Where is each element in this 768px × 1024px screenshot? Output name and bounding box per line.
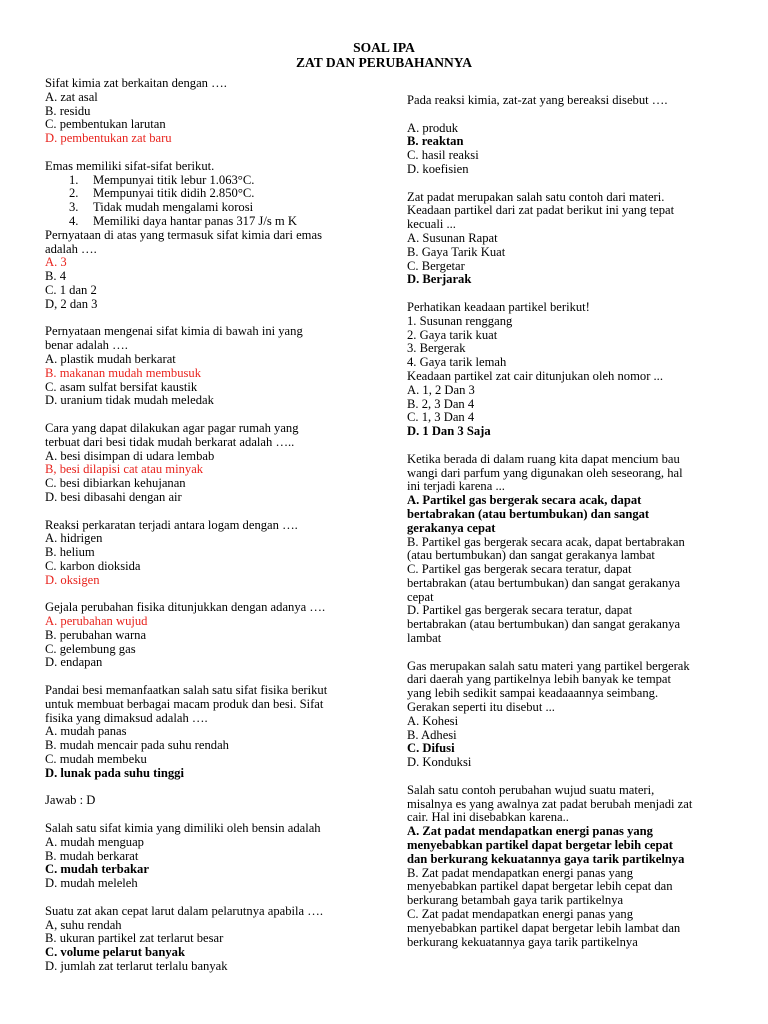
question-text: Gerakan seperti itu disebut ... [407, 700, 555, 715]
item-number: 1. [69, 172, 79, 187]
question-text: 4. Gaya tarik lemah [407, 355, 507, 370]
answer-option: A. mudah panas [45, 724, 127, 739]
answer-option: D. lunak pada suhu tinggi [45, 765, 184, 780]
answer-option: C. mudah terbakar [45, 862, 149, 877]
item-text: Tidak mudah mengalami korosi [93, 200, 254, 215]
answer-option: lambat [407, 631, 442, 646]
question-text: Ketika berada di dalam ruang kita dapat mencium bau [407, 451, 680, 466]
answer-option: B. mudah berkarat [45, 848, 139, 863]
answer-option: A. Partikel gas bergerak secara acak, dapat [407, 493, 642, 508]
answer-option: A. zat asal [45, 89, 98, 104]
question-block [407, 94, 719, 177]
answer-option: C. pembentukan larutan [45, 117, 166, 132]
answer-option: bertabrakan (atau bertumbukan) dan sangat [407, 506, 650, 521]
answer-option: C. 1 dan 2 [45, 282, 97, 297]
question-block [45, 77, 381, 146]
question-block [407, 784, 719, 950]
answer-option: B. perubahan warna [45, 627, 147, 642]
question-text: Keadaan partikel dari zat padat berikut ini yang tepat [407, 203, 675, 218]
question-text: terbuat dari besi tidak mudah berkarat adalah ….. [45, 434, 295, 449]
answer-option: bertabrakan (atau bertumbukan) dan sangat gerakanya [407, 617, 681, 632]
answer-option: D. pembentukan zat baru [45, 131, 172, 146]
answer-option: D, 2 dan 3 [45, 296, 98, 311]
answer-option: D. 1 Dan 3 Saja [407, 424, 491, 439]
question-text: ini terjadi karena ... [407, 479, 505, 494]
answer-option: bertabrakan (atau bertumbukan) dan sangat gerakanya [407, 575, 681, 590]
question-text: Pandai besi memanfaatkan salah satu sifat fisika berikut [45, 683, 328, 698]
answer-option: A. besi disimpan di udara lembab [45, 448, 215, 463]
question-text: dari daerah yang partikelnya lebih banyak ke tempat [407, 672, 672, 687]
answer-option: C. volume pelarut banyak [45, 945, 185, 960]
question-text: Jawab : D [45, 793, 96, 808]
question-text: Pernyataan mengenai sifat kimia di bawah ini yang [45, 324, 303, 339]
question-block [45, 822, 381, 891]
answer-option: menyebabkan partikel dapat bergetar lebih cepat [407, 838, 673, 853]
answer-option: C. mudah membeku [45, 752, 147, 767]
question-block [45, 422, 381, 505]
answer-option: D. besi dibasahi dengan air [45, 489, 182, 504]
question-text: Emas memiliki sifat-sifat berikut. [45, 158, 215, 173]
answer-option: B. 4 [45, 269, 66, 284]
answer-option: A. Kohesi [407, 713, 459, 728]
numbered-item [45, 174, 381, 188]
numbered-item [45, 187, 381, 201]
item-number: 3. [69, 200, 79, 215]
question-block [407, 453, 719, 646]
question-text: Gas merupakan salah satu materi yang partikel bergerak [407, 658, 690, 673]
answer-option: A, suhu rendah [45, 917, 122, 932]
question-text: Zat padat merupakan salah satu contoh dari materi. [407, 189, 665, 204]
answer-option: B. reaktan [407, 134, 464, 149]
answer-option: B. mudah mencair pada suhu rendah [45, 738, 229, 753]
question-text: Perhatikan keadaan partikel berikut! [407, 299, 590, 314]
answer-option: menyebabkan partikel dapat bergetar lebih cepat dan [407, 879, 673, 894]
question-text: kecuali ... [407, 217, 456, 232]
answer-option: gerakanya cepat [407, 520, 496, 535]
question-text: Pada reaksi kimia, zat-zat yang bereaksi disebut …. [407, 93, 668, 107]
answer-option: D. uranium tidak mudah meledak [45, 393, 214, 408]
item-number: 4. [69, 213, 79, 228]
question-block [45, 325, 381, 408]
answer-option: cepat [407, 589, 434, 604]
answer-option: D. Konduksi [407, 755, 472, 770]
answer-option: D. jumlah zat terlarut terlalu banyak [45, 959, 228, 973]
question-text: Reaksi perkaratan terjadi antara logam dengan …. [45, 517, 298, 532]
answer-option: C. karbon dioksida [45, 558, 141, 573]
question-text: yang lebih sedikit sampai keadaaannya seimbang. [407, 686, 659, 701]
answer-option: C. hasil reaksi [407, 148, 479, 163]
answer-option: D. Berjarak [407, 272, 472, 287]
question-block [45, 160, 381, 312]
answer-option: A. perubahan wujud [45, 614, 148, 629]
question-text: Suatu zat akan cepat larut dalam pelarutnya apabila …. [45, 903, 323, 918]
page-subtitle: ZAT DAN PERUBAHANNYA [295, 55, 473, 70]
answer-option: A. hidrigen [45, 531, 103, 546]
numbered-item [45, 215, 381, 229]
question-text: Gejala perubahan fisika ditunjukkan dengan adanya …. [45, 600, 326, 615]
answer-option: A. 1, 2 Dan 3 [407, 382, 475, 397]
answer-option: dan berkurang kekuatannya gaya tarik partikelnya [407, 851, 685, 866]
question-block [45, 684, 381, 781]
answer-option: C. 1, 3 Dan 4 [407, 410, 475, 425]
spacer [407, 108, 719, 122]
question-text: Keadaan partikel zat cair ditunjukan oleh nomor ... [407, 368, 663, 383]
item-text: Memiliki daya hantar panas 317 J/s m K [93, 213, 297, 228]
answer-option: A. mudah menguap [45, 834, 144, 849]
answer-option: berkurang kekuatannya gaya tarik partikelnya [407, 934, 638, 949]
answer-option: D. endapan [45, 655, 103, 670]
answer-option: B. 2, 3 Dan 4 [407, 396, 475, 411]
question-text: Cara yang dapat dilakukan agar pagar rumah yang [45, 420, 299, 435]
question-text: Salah satu sifat kimia yang dimiliki oleh bensin adalah [45, 821, 321, 836]
answer-option: B, besi dilapisi cat atau minyak [45, 462, 204, 477]
answer-option: A. Zat padat mendapatkan energi panas yang [407, 824, 653, 839]
answer-option: C. besi dibiarkan kehujanan [45, 476, 186, 491]
question-text: Pernyataan di atas yang termasuk sifat kimia dari emas [45, 227, 322, 242]
question-block [407, 660, 719, 770]
document-header [0, 40, 768, 70]
question-text: adalah …. [45, 241, 97, 256]
answer-option: C. Difusi [407, 741, 455, 756]
question-text: 3. Bergerak [407, 341, 466, 356]
answer-option: B. Zat padat mendapatkan energi panas yang [407, 865, 634, 880]
question-block [45, 905, 381, 974]
question-text: untuk membuat berbagai macam produk dan besi. Sifat [45, 696, 324, 711]
answer-option: B. Gaya Tarik Kuat [407, 244, 506, 259]
question-text: 1. Susunan renggang [407, 313, 513, 328]
question-block [45, 519, 381, 588]
question-text: cair. Hal ini disebabkan karena.. [407, 810, 569, 825]
answer-option: A. 3 [45, 255, 67, 270]
question-text: Salah satu contoh perubahan wujud suatu materi, [407, 782, 655, 797]
answer-option: berkurang betambah gaya tarik partikelnya [407, 893, 624, 908]
answer-option: C. Zat padat mendapatkan energi panas yang [407, 907, 634, 922]
answer-option: B. ukuran partikel zat terlarut besar [45, 931, 224, 946]
answer-option: D. koefisien [407, 161, 469, 176]
answer-option: B. helium [45, 545, 95, 560]
answer-option: C. asam sulfat bersifat kaustik [45, 379, 198, 394]
answer-option: B. Adhesi [407, 727, 457, 742]
right-column [407, 94, 719, 963]
question-text: misalnya es yang awalnya zat padat berubah menjadi zat [407, 796, 693, 811]
answer-option: (atau bertumbukan) dan sangat gerakanya lambat [407, 548, 655, 563]
question-text: benar adalah …. [45, 338, 128, 353]
answer-option: A. Susunan Rapat [407, 230, 498, 245]
question-text: wangi dari parfum yang digunakan oleh seseorang, hal [407, 465, 683, 480]
page-title: SOAL IPA [353, 40, 415, 55]
numbered-item [45, 201, 381, 215]
answer-option: A. plastik mudah berkarat [45, 351, 176, 366]
left-column [45, 77, 381, 988]
question-text: fisika yang dimaksud adalah …. [45, 710, 208, 725]
answer-option: D. Partikel gas bergerak secara teratur, dapat [407, 603, 633, 618]
question-block [407, 191, 719, 288]
answer-option: C. gelembung gas [45, 641, 136, 656]
answer-option: A. produk [407, 120, 459, 135]
answer-option: B. Partikel gas bergerak secara acak, dapat bertabrakan [407, 534, 685, 549]
answer-option: D. oksigen [45, 572, 100, 587]
answer-option: B. residu [45, 103, 91, 118]
question-text: 2. Gaya tarik kuat [407, 327, 498, 342]
question-text: Sifat kimia zat berkaitan dengan …. [45, 76, 227, 90]
item-text: Mempunyai titik didih 2.850°C. [93, 186, 255, 201]
answer-option: menyebabkan partikel dapat bergetar lebih lambat dan [407, 920, 681, 935]
answer-option: D. mudah meleleh [45, 876, 138, 891]
answer-option: C. Partikel gas bergerak secara teratur, dapat [407, 562, 632, 577]
item-text: Mempunyai titik lebur 1.063°C. [93, 172, 255, 187]
question-block [45, 601, 381, 670]
question-block [45, 794, 381, 808]
question-block [407, 301, 719, 439]
item-number: 2. [69, 186, 79, 201]
answer-option: B. makanan mudah membusuk [45, 365, 201, 380]
answer-option: C. Bergetar [407, 258, 465, 273]
